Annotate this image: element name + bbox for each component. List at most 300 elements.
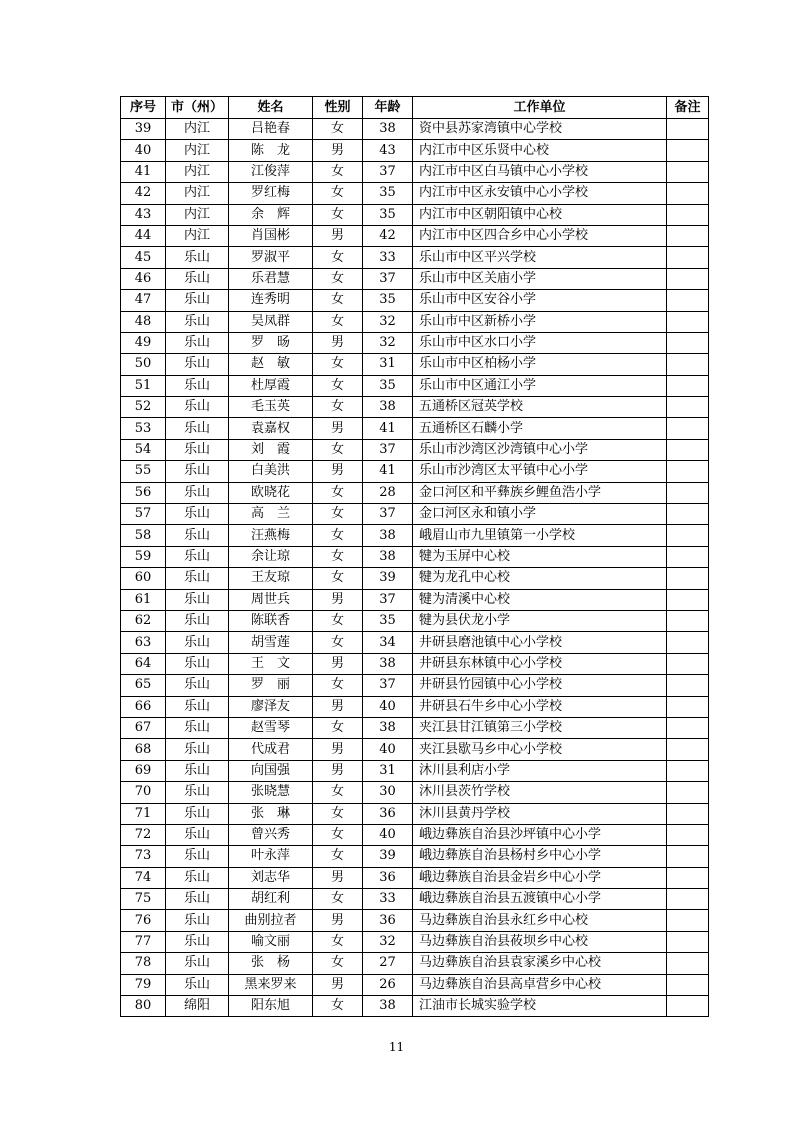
col-city-cell: 乐山	[166, 846, 229, 867]
col-index-cell: 43	[121, 204, 166, 225]
col-age-cell: 32	[363, 332, 413, 353]
col-remark-cell	[667, 846, 709, 867]
col-remark-cell	[667, 439, 709, 460]
col-index-cell: 71	[121, 803, 166, 824]
col-index-cell: 76	[121, 910, 166, 931]
table-row	[121, 824, 709, 845]
col-remark-cell	[667, 525, 709, 546]
col-city-cell: 乐山	[166, 653, 229, 674]
col-name-cell: 罗 旸	[229, 332, 313, 353]
col-name-cell: 廖泽友	[229, 696, 313, 717]
col-remark-cell	[667, 953, 709, 974]
col-city-cell: 乐山	[166, 332, 229, 353]
col-name-cell: 汪燕梅	[229, 525, 313, 546]
col-index-cell: 73	[121, 846, 166, 867]
col-name-cell: 向国强	[229, 760, 313, 781]
col-name-cell: 白美洪	[229, 461, 313, 482]
col-age-cell: 38	[363, 397, 413, 418]
col-city-cell: 乐山	[166, 632, 229, 653]
col-name-cell: 喻文丽	[229, 931, 313, 952]
col-age-cell: 35	[363, 290, 413, 311]
col-workplace-cell: 犍为龙孔中心校	[413, 568, 667, 589]
table-row	[121, 996, 709, 1017]
col-name-cell: 杜厚霞	[229, 375, 313, 396]
col-remark-cell	[667, 675, 709, 696]
table-row	[121, 739, 709, 760]
col-workplace-cell: 峨眉山市九里镇第一小学校	[413, 525, 667, 546]
col-remark-cell	[667, 889, 709, 910]
col-city-cell: 内江	[166, 225, 229, 246]
col-gender-cell: 女	[313, 889, 363, 910]
col-age-cell: 36	[363, 867, 413, 888]
col-name-cell: 毛玉英	[229, 397, 313, 418]
col-gender-cell: 女	[313, 375, 363, 396]
table-row	[121, 504, 709, 525]
col-city-cell: 乐山	[166, 910, 229, 931]
table-row	[121, 632, 709, 653]
col-name-cell: 代成君	[229, 739, 313, 760]
col-age-cell: 27	[363, 953, 413, 974]
col-city-cell: 乐山	[166, 504, 229, 525]
col-gender-cell: 男	[313, 696, 363, 717]
col-remark-cell	[667, 397, 709, 418]
col-name-cell: 吕艳春	[229, 119, 313, 140]
col-gender-cell: 女	[313, 717, 363, 738]
table-row	[121, 397, 709, 418]
col-workplace-cell: 金口河区永和镇小学	[413, 504, 667, 525]
col-age-cell: 26	[363, 974, 413, 995]
table-row	[121, 161, 709, 182]
col-gender-cell: 女	[313, 161, 363, 182]
header-col-age: 年龄	[363, 97, 413, 119]
col-index-cell: 67	[121, 717, 166, 738]
col-age-cell: 33	[363, 247, 413, 268]
header-col-gender: 性别	[313, 97, 363, 119]
col-remark-cell	[667, 974, 709, 995]
col-gender-cell: 女	[313, 354, 363, 375]
col-workplace-cell: 内江市中区白马镇中心小学校	[413, 161, 667, 182]
table-row	[121, 696, 709, 717]
col-city-cell: 乐山	[166, 268, 229, 289]
table-row	[121, 546, 709, 567]
col-index-cell: 40	[121, 140, 166, 161]
col-age-cell: 40	[363, 696, 413, 717]
col-gender-cell: 女	[313, 782, 363, 803]
col-workplace-cell: 乐山市中区水口小学	[413, 332, 667, 353]
col-remark-cell	[667, 653, 709, 674]
col-city-cell: 乐山	[166, 803, 229, 824]
col-city-cell: 乐山	[166, 311, 229, 332]
table-row	[121, 247, 709, 268]
col-city-cell: 内江	[166, 161, 229, 182]
col-gender-cell: 男	[313, 974, 363, 995]
col-remark-cell	[667, 996, 709, 1017]
col-name-cell: 王友琼	[229, 568, 313, 589]
col-index-cell: 48	[121, 311, 166, 332]
col-name-cell: 吴凤群	[229, 311, 313, 332]
col-age-cell: 39	[363, 846, 413, 867]
col-city-cell: 乐山	[166, 696, 229, 717]
col-city-cell: 乐山	[166, 717, 229, 738]
col-name-cell: 胡红利	[229, 889, 313, 910]
col-remark-cell	[667, 268, 709, 289]
col-index-cell: 60	[121, 568, 166, 589]
col-remark-cell	[667, 504, 709, 525]
col-age-cell: 32	[363, 311, 413, 332]
table-row	[121, 354, 709, 375]
col-city-cell: 乐山	[166, 546, 229, 567]
col-workplace-cell: 乐山市沙湾区太平镇中心小学	[413, 461, 667, 482]
col-remark-cell	[667, 867, 709, 888]
col-index-cell: 52	[121, 397, 166, 418]
col-remark-cell	[667, 803, 709, 824]
col-workplace-cell: 沐川县黄丹学校	[413, 803, 667, 824]
page-number: 11	[388, 1040, 405, 1054]
table-row	[121, 525, 709, 546]
col-index-cell: 70	[121, 782, 166, 803]
table-row	[121, 482, 709, 503]
col-city-cell: 内江	[166, 140, 229, 161]
table-row	[121, 461, 709, 482]
col-index-cell: 47	[121, 290, 166, 311]
col-index-cell: 55	[121, 461, 166, 482]
col-age-cell: 37	[363, 439, 413, 460]
col-age-cell: 28	[363, 482, 413, 503]
col-age-cell: 39	[363, 568, 413, 589]
col-name-cell: 余让琼	[229, 546, 313, 567]
col-age-cell: 34	[363, 632, 413, 653]
table-row	[121, 183, 709, 204]
col-gender-cell: 女	[313, 183, 363, 204]
col-remark-cell	[667, 739, 709, 760]
col-age-cell: 30	[363, 782, 413, 803]
col-name-cell: 周世兵	[229, 589, 313, 610]
col-gender-cell: 男	[313, 760, 363, 781]
col-remark-cell	[667, 119, 709, 140]
col-workplace-cell: 犍为县伏龙小学	[413, 610, 667, 631]
col-workplace-cell: 井研县石牛乡中心小学校	[413, 696, 667, 717]
col-workplace-cell: 犍为玉屏中心校	[413, 546, 667, 567]
table-row	[121, 953, 709, 974]
col-age-cell: 37	[363, 268, 413, 289]
col-city-cell: 乐山	[166, 375, 229, 396]
table-row	[121, 311, 709, 332]
col-name-cell: 叶永萍	[229, 846, 313, 867]
col-remark-cell	[667, 461, 709, 482]
col-remark-cell	[667, 782, 709, 803]
col-remark-cell	[667, 546, 709, 567]
col-age-cell: 32	[363, 931, 413, 952]
col-name-cell: 张晓慧	[229, 782, 313, 803]
table-row	[121, 974, 709, 995]
col-remark-cell	[667, 610, 709, 631]
col-gender-cell: 女	[313, 996, 363, 1017]
col-remark-cell	[667, 140, 709, 161]
table-row	[121, 568, 709, 589]
col-remark-cell	[667, 247, 709, 268]
col-workplace-cell: 沐川县利店小学	[413, 760, 667, 781]
col-index-cell: 44	[121, 225, 166, 246]
col-gender-cell: 女	[313, 247, 363, 268]
header-col-workplace: 工作单位	[413, 97, 667, 119]
col-gender-cell: 男	[313, 225, 363, 246]
col-index-cell: 57	[121, 504, 166, 525]
table-row	[121, 610, 709, 631]
col-gender-cell: 男	[313, 867, 363, 888]
col-index-cell: 53	[121, 418, 166, 439]
col-index-cell: 78	[121, 953, 166, 974]
col-name-cell: 罗红梅	[229, 183, 313, 204]
col-remark-cell	[667, 290, 709, 311]
col-remark-cell	[667, 204, 709, 225]
col-workplace-cell: 江油市长城实验学校	[413, 996, 667, 1017]
col-city-cell: 乐山	[166, 675, 229, 696]
col-gender-cell: 女	[313, 204, 363, 225]
col-city-cell: 绵阳	[166, 996, 229, 1017]
col-index-cell: 50	[121, 354, 166, 375]
col-index-cell: 61	[121, 589, 166, 610]
table-row	[121, 418, 709, 439]
col-workplace-cell: 峨边彝族自治县杨村乡中心小学	[413, 846, 667, 867]
col-workplace-cell: 沐川县茨竹学校	[413, 782, 667, 803]
col-workplace-cell: 乐山市中区柏杨小学	[413, 354, 667, 375]
col-workplace-cell: 马边彝族自治县莜坝乡中心校	[413, 931, 667, 952]
col-name-cell: 刘 霞	[229, 439, 313, 460]
col-city-cell: 乐山	[166, 931, 229, 952]
col-age-cell: 35	[363, 610, 413, 631]
col-age-cell: 38	[363, 546, 413, 567]
table-row	[121, 439, 709, 460]
col-name-cell: 袁嘉权	[229, 418, 313, 439]
col-city-cell: 乐山	[166, 782, 229, 803]
table-row	[121, 889, 709, 910]
col-age-cell: 38	[363, 525, 413, 546]
col-workplace-cell: 内江市中区四合乡中心小学校	[413, 225, 667, 246]
col-workplace-cell: 夹江县甘江镇第三小学校	[413, 717, 667, 738]
col-gender-cell: 男	[313, 653, 363, 674]
col-city-cell: 乐山	[166, 482, 229, 503]
table-row	[121, 589, 709, 610]
col-city-cell: 乐山	[166, 889, 229, 910]
col-city-cell: 乐山	[166, 439, 229, 460]
col-name-cell: 黑来罗来	[229, 974, 313, 995]
table-row	[121, 910, 709, 931]
col-index-cell: 77	[121, 931, 166, 952]
col-workplace-cell: 五通桥区冠英学校	[413, 397, 667, 418]
col-workplace-cell: 内江市中区乐贤中心校	[413, 140, 667, 161]
table-row	[121, 140, 709, 161]
col-age-cell: 41	[363, 461, 413, 482]
col-name-cell: 赵雪琴	[229, 717, 313, 738]
col-name-cell: 胡雪莲	[229, 632, 313, 653]
col-remark-cell	[667, 760, 709, 781]
col-index-cell: 64	[121, 653, 166, 674]
col-workplace-cell: 峨边彝族自治县金岩乡中心小学	[413, 867, 667, 888]
col-remark-cell	[667, 418, 709, 439]
col-gender-cell: 女	[313, 931, 363, 952]
col-index-cell: 62	[121, 610, 166, 631]
col-city-cell: 乐山	[166, 953, 229, 974]
col-workplace-cell: 乐山市中区平兴学校	[413, 247, 667, 268]
col-gender-cell: 女	[313, 568, 363, 589]
col-name-cell: 赵 敏	[229, 354, 313, 375]
col-age-cell: 31	[363, 760, 413, 781]
table-row	[121, 717, 709, 738]
col-gender-cell: 女	[313, 439, 363, 460]
col-age-cell: 35	[363, 183, 413, 204]
col-workplace-cell: 资中县苏家湾镇中心学校	[413, 119, 667, 140]
col-workplace-cell: 金口河区和平彝族乡鲤鱼浩小学	[413, 482, 667, 503]
col-city-cell: 乐山	[166, 397, 229, 418]
col-workplace-cell: 乐山市中区关庙小学	[413, 268, 667, 289]
col-remark-cell	[667, 910, 709, 931]
col-gender-cell: 男	[313, 418, 363, 439]
col-remark-cell	[667, 161, 709, 182]
col-workplace-cell: 井研县磨池镇中心小学校	[413, 632, 667, 653]
col-gender-cell: 男	[313, 140, 363, 161]
col-name-cell: 罗 丽	[229, 675, 313, 696]
col-workplace-cell: 井研县竹园镇中心小学校	[413, 675, 667, 696]
col-index-cell: 80	[121, 996, 166, 1017]
table-body	[121, 119, 709, 1017]
col-index-cell: 68	[121, 739, 166, 760]
col-gender-cell: 女	[313, 846, 363, 867]
col-city-cell: 乐山	[166, 610, 229, 631]
table-row	[121, 675, 709, 696]
table-row	[121, 782, 709, 803]
col-age-cell: 40	[363, 739, 413, 760]
col-remark-cell	[667, 696, 709, 717]
col-gender-cell: 女	[313, 610, 363, 631]
col-remark-cell	[667, 183, 709, 204]
col-city-cell: 乐山	[166, 589, 229, 610]
col-name-cell: 阳东旭	[229, 996, 313, 1017]
col-gender-cell: 女	[313, 311, 363, 332]
col-name-cell: 乐君慧	[229, 268, 313, 289]
col-gender-cell: 男	[313, 739, 363, 760]
col-index-cell: 69	[121, 760, 166, 781]
col-gender-cell: 男	[313, 910, 363, 931]
col-workplace-cell: 马边彝族自治县袁家溪乡中心校	[413, 953, 667, 974]
col-name-cell: 曾兴秀	[229, 824, 313, 845]
col-name-cell: 连秀明	[229, 290, 313, 311]
table-row	[121, 332, 709, 353]
col-age-cell: 37	[363, 161, 413, 182]
col-remark-cell	[667, 568, 709, 589]
col-city-cell: 内江	[166, 119, 229, 140]
col-city-cell: 乐山	[166, 247, 229, 268]
col-index-cell: 45	[121, 247, 166, 268]
col-index-cell: 46	[121, 268, 166, 289]
col-gender-cell: 男	[313, 589, 363, 610]
col-remark-cell	[667, 332, 709, 353]
table-row	[121, 375, 709, 396]
table-row	[121, 846, 709, 867]
col-age-cell: 38	[363, 996, 413, 1017]
table-row	[121, 803, 709, 824]
col-age-cell: 43	[363, 140, 413, 161]
header-col-index: 序号	[121, 97, 166, 119]
col-index-cell: 49	[121, 332, 166, 353]
col-city-cell: 乐山	[166, 824, 229, 845]
col-index-cell: 79	[121, 974, 166, 995]
col-workplace-cell: 内江市中区永安镇中心小学校	[413, 183, 667, 204]
col-workplace-cell: 夹江县歇马乡中心小学校	[413, 739, 667, 760]
col-remark-cell	[667, 311, 709, 332]
col-index-cell: 65	[121, 675, 166, 696]
col-name-cell: 肖国彬	[229, 225, 313, 246]
col-age-cell: 40	[363, 824, 413, 845]
col-city-cell: 乐山	[166, 290, 229, 311]
col-city-cell: 乐山	[166, 568, 229, 589]
col-city-cell: 内江	[166, 204, 229, 225]
col-remark-cell	[667, 482, 709, 503]
col-name-cell: 余 辉	[229, 204, 313, 225]
col-city-cell: 乐山	[166, 974, 229, 995]
header-col-remark: 备注	[667, 97, 709, 119]
col-city-cell: 乐山	[166, 354, 229, 375]
col-remark-cell	[667, 824, 709, 845]
table-row	[121, 268, 709, 289]
col-index-cell: 63	[121, 632, 166, 653]
col-workplace-cell: 内江市中区朝阳镇中心校	[413, 204, 667, 225]
col-age-cell: 35	[363, 204, 413, 225]
table-row	[121, 653, 709, 674]
col-remark-cell	[667, 589, 709, 610]
col-name-cell: 罗淑平	[229, 247, 313, 268]
table-row	[121, 760, 709, 781]
col-name-cell: 高 兰	[229, 504, 313, 525]
col-remark-cell	[667, 354, 709, 375]
table-header	[121, 97, 709, 119]
col-gender-cell: 男	[313, 461, 363, 482]
col-gender-cell: 男	[313, 332, 363, 353]
col-city-cell: 乐山	[166, 461, 229, 482]
col-index-cell: 39	[121, 119, 166, 140]
col-index-cell: 41	[121, 161, 166, 182]
col-name-cell: 江俊萍	[229, 161, 313, 182]
col-gender-cell: 女	[313, 397, 363, 418]
col-gender-cell: 女	[313, 546, 363, 567]
header-col-name: 姓名	[229, 97, 313, 119]
col-age-cell: 37	[363, 504, 413, 525]
col-index-cell: 75	[121, 889, 166, 910]
col-city-cell: 乐山	[166, 760, 229, 781]
table-row	[121, 290, 709, 311]
col-city-cell: 乐山	[166, 867, 229, 888]
col-name-cell: 欧晓花	[229, 482, 313, 503]
col-workplace-cell: 乐山市中区安谷小学	[413, 290, 667, 311]
col-age-cell: 36	[363, 910, 413, 931]
col-gender-cell: 女	[313, 953, 363, 974]
col-remark-cell	[667, 931, 709, 952]
col-name-cell: 曲别拉者	[229, 910, 313, 931]
col-gender-cell: 女	[313, 504, 363, 525]
col-age-cell: 37	[363, 675, 413, 696]
col-index-cell: 72	[121, 824, 166, 845]
col-name-cell: 陈 龙	[229, 140, 313, 161]
col-workplace-cell: 马边彝族自治县永红乡中心校	[413, 910, 667, 931]
col-workplace-cell: 马边彝族自治县高卓营乡中心校	[413, 974, 667, 995]
col-age-cell: 38	[363, 653, 413, 674]
table-row	[121, 867, 709, 888]
col-name-cell: 张 琳	[229, 803, 313, 824]
col-index-cell: 51	[121, 375, 166, 396]
header-col-city: 市（州）	[166, 97, 229, 119]
col-gender-cell: 女	[313, 290, 363, 311]
col-gender-cell: 女	[313, 803, 363, 824]
col-remark-cell	[667, 717, 709, 738]
